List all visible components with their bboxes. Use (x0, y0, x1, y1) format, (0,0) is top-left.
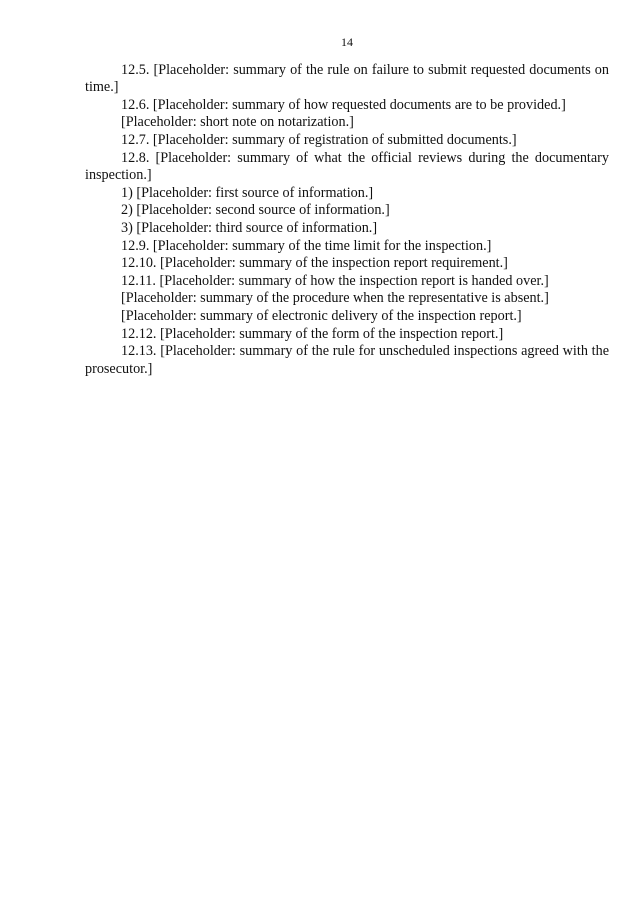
page-number: 14 (341, 35, 353, 49)
paragraph-12-10: 12.10. [Placeholder: summary of the inspection report requirement.] (121, 255, 508, 272)
paragraph-12-13: 12.13. [Placeholder: summary of the rule for unscheduled inspections agreed with the prosecutor.] (85, 343, 609, 377)
paragraph-12-6: 12.6. [Placeholder: summary of how requested documents are to be provided.] (121, 96, 566, 113)
paragraph-12-7: 12.7. [Placeholder: summary of registration of submitted documents.] (121, 131, 517, 148)
paragraph-12-5: 12.5. [Placeholder: summary of the rule on failure to submit requested documents on time.] (85, 61, 609, 96)
list-item-1: 1) [Placeholder: first source of information.] (121, 184, 374, 201)
paragraph-12-11: 12.11. [Placeholder: summary of how the inspection report is handed over.] (121, 272, 549, 289)
list-item-2: 2) [Placeholder: second source of information.] (121, 202, 390, 219)
paragraph-electronic: [Placeholder: summary of electronic delivery of the inspection report.] (121, 307, 522, 324)
paragraph-12-8: 12.8. [Placeholder: summary of what the official reviews during the documentary inspection.] (85, 149, 609, 184)
paragraph-12-12: 12.12. [Placeholder: summary of the form of the inspection report.] (121, 325, 504, 342)
paragraph-notary: [Placeholder: short note on notarization.] (121, 114, 354, 131)
list-item-3: 3) [Placeholder: third source of information.] (121, 219, 378, 236)
paragraph-12-9: 12.9. [Placeholder: summary of the time limit for the inspection.] (121, 237, 492, 254)
paragraph-absence: [Placeholder: summary of the procedure when the representative is absent.] (121, 290, 549, 307)
